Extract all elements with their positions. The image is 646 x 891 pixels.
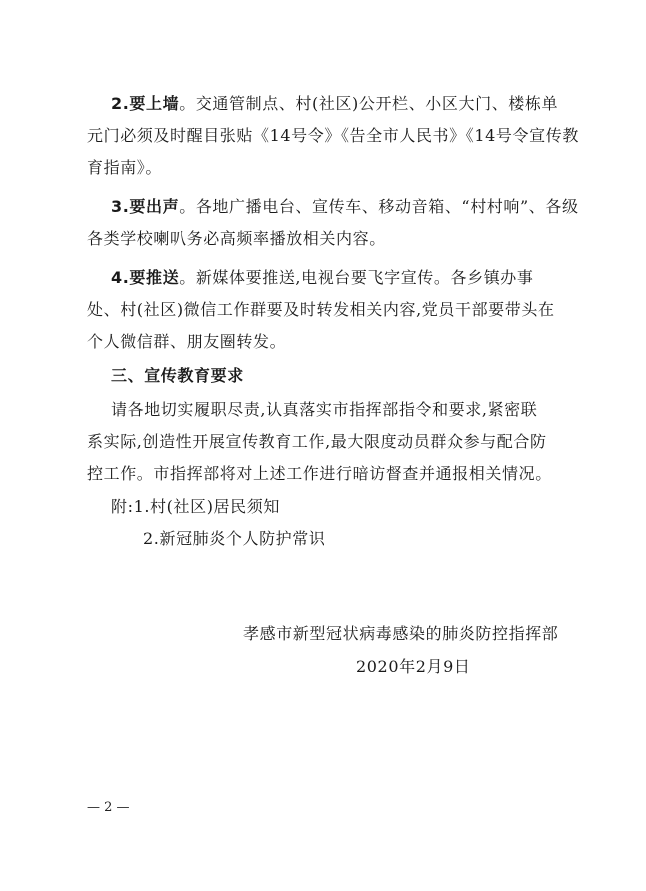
item-4-label: 4.要推送 — [111, 268, 180, 287]
item-3-label: 3.要出声 — [111, 197, 180, 216]
issuer-name: 孝感市新型冠状病毒感染的肺炎防控指挥部 — [243, 624, 559, 643]
section-3-line-3: 控工作。市指挥部将对上述工作进行暗访督查并通报相关情况。 — [87, 464, 552, 483]
item-2-label: 2.要上墙 — [111, 94, 180, 113]
attachment-line-1: 附:1.村(社区)居民须知 — [111, 497, 280, 516]
section-3-line-2: 系实际,创造性开展宣传教育工作,最大限度动员群众参与配合防 — [87, 432, 547, 451]
section-3-line-1: 请各地切实履职尽责,认真落实市指挥部指令和要求,紧密联 — [111, 400, 538, 419]
item-4-text-1: 。新媒体要推送,电视台要飞字宣传。各乡镇办事 — [179, 268, 534, 287]
item-2-line-3: 育指南》。 — [87, 158, 163, 177]
item-3-text-1: 。各地广播电台、宣传车、移动音箱、“村村响”、各级 — [179, 197, 579, 216]
issue-date: 2020年2月9日 — [356, 657, 471, 676]
item-3-line-1 — [111, 191, 579, 223]
section-3-heading: 三、宣传教育要求 — [111, 366, 244, 385]
attachment-line-2: 2.新冠肺炎个人防护常识 — [143, 529, 326, 548]
item-2-text-1: 。交通管制点、村(社区)公开栏、小区大门、楼栋单 — [179, 94, 559, 113]
item-4-line-1 — [111, 262, 534, 294]
item-4-line-3: 个人微信群、朋友圈转发。 — [87, 332, 287, 351]
item-2-line-2: 元门必须及时醒目张贴《14号令》《告全市人民书》《14号令宣传教 — [87, 126, 579, 145]
page-number: — 2 — — [87, 800, 130, 815]
item-3-line-2: 各类学校喇叭务必高频率播放相关内容。 — [87, 229, 386, 248]
item-4-line-2: 处、村(社区)微信工作群要及时转发相关内容,党员干部要带头在 — [87, 300, 555, 319]
item-2-line-1 — [111, 88, 558, 120]
